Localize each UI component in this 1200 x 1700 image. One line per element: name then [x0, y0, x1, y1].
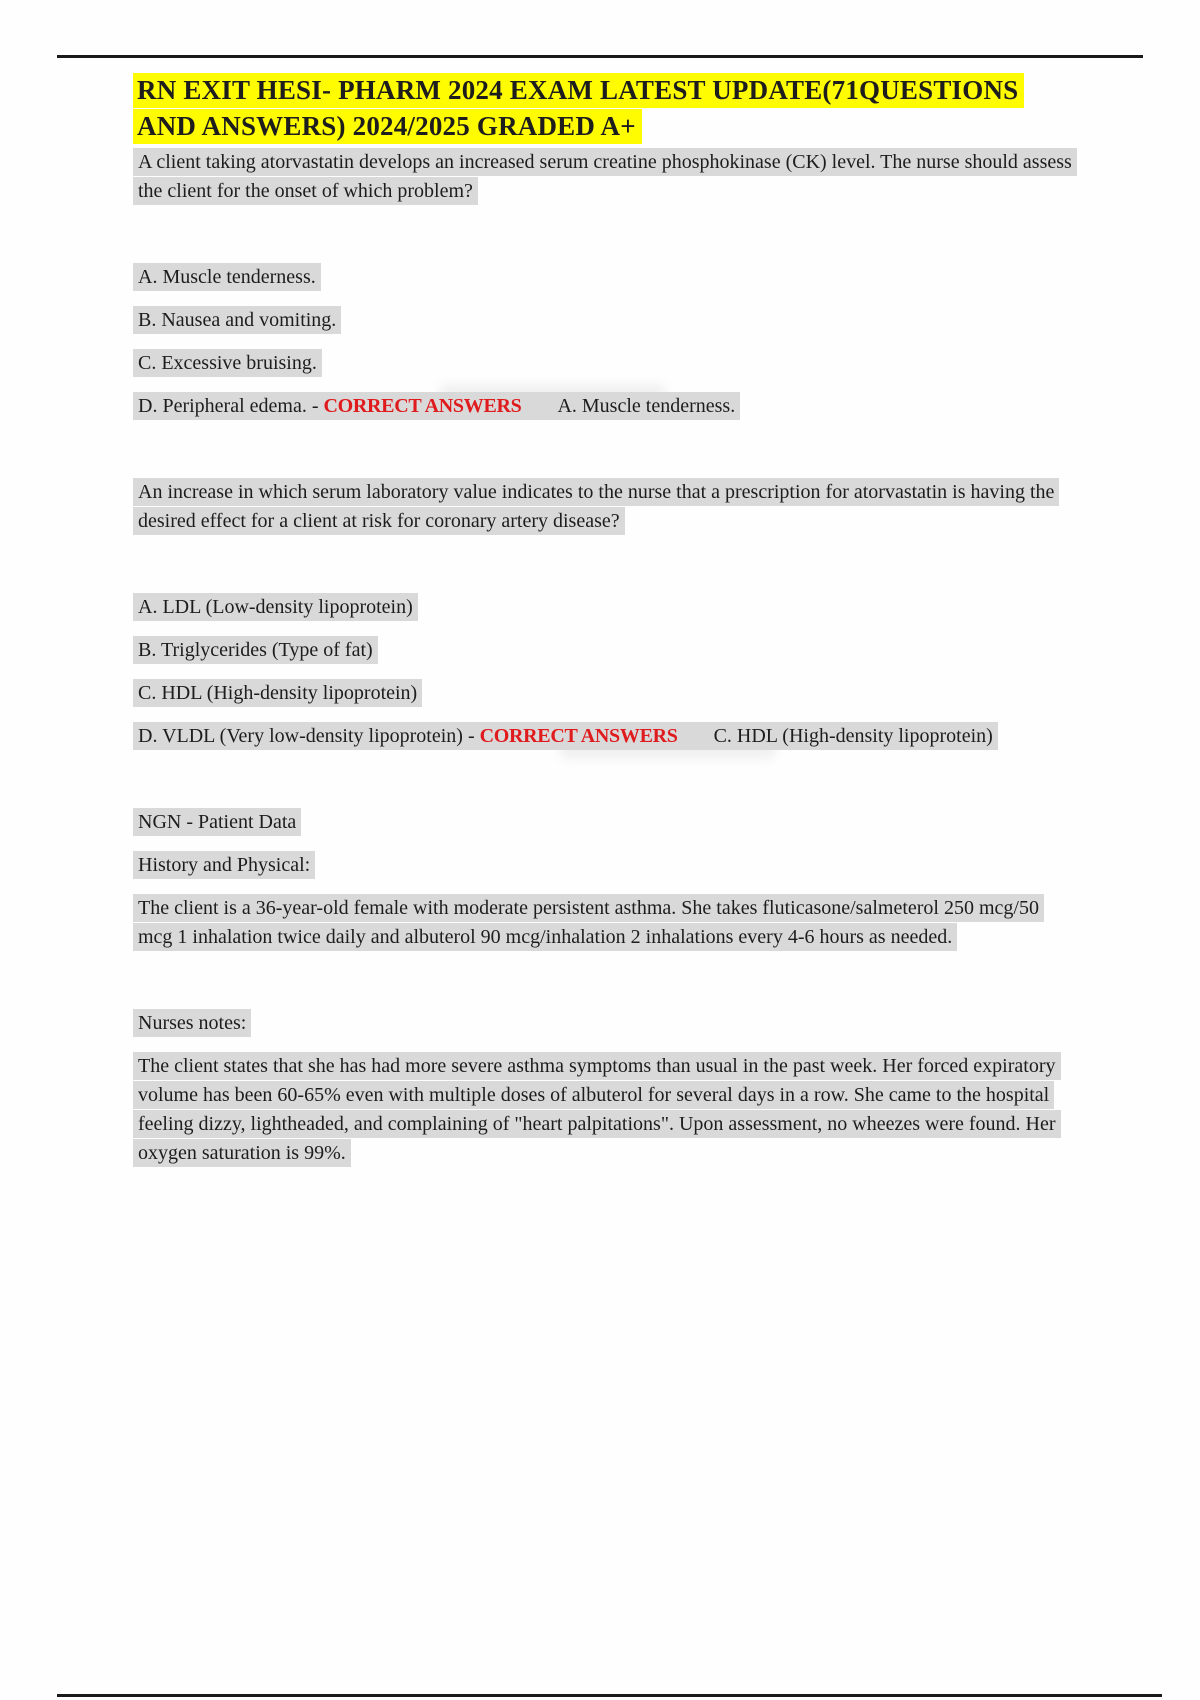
nurses-notes-label: [133, 1009, 1075, 1038]
ngn-heading: [133, 808, 1075, 837]
tab-space: [521, 411, 557, 412]
question-2-option-c: [133, 679, 1075, 708]
history-and-physical-text: [133, 894, 1075, 952]
paragraph-highlight: The client states that she has had more severe asthma symptoms than usual in the past week. Her forced expiratory volume has been 60-65% even with multiple doses of albuterol for several days in a row. She came to the hospital feeling dizzy, lightheaded, and complaining of "heart palpitations". Upon assessment, no wheezes were found. Her oxygen saturation is 99%.: [133, 1052, 1061, 1167]
question-2-answer-line: [133, 722, 1075, 751]
answer-line-highlight: [133, 392, 740, 420]
question-1-option-b: [133, 306, 1075, 335]
heading-highlight: History and Physical:: [133, 851, 315, 879]
title-highlight: RN EXIT HESI- PHARM 2024 EXAM LATEST UPDATE(71QUESTIONS: [133, 73, 1024, 108]
document-content: [0, 72, 1200, 1182]
heading-highlight: NGN - Patient Data: [133, 808, 301, 836]
correct-answers-label: CORRECT ANSWERS: [323, 395, 522, 417]
correct-answers-label: CORRECT ANSWERS: [479, 725, 678, 747]
top-horizontal-rule: [57, 55, 1143, 58]
question-2-correct-answer: C. HDL (High-density lipoprotein): [713, 725, 993, 747]
option-highlight: B. Triglycerides (Type of fat): [133, 636, 378, 664]
document-title-line-1: [133, 72, 1075, 108]
blank-line: [133, 220, 1075, 249]
option-highlight: C. Excessive bruising.: [133, 349, 322, 377]
question-1-correct-answer: A. Muscle tenderness.: [557, 395, 736, 417]
history-and-physical-label: [133, 851, 1075, 880]
document-title: [133, 72, 1075, 144]
blank-line: [133, 765, 1075, 794]
blank-line: [133, 550, 1075, 579]
question-1-text-highlight: A client taking atorvastatin develops an increased serum creatine phosphokinase (CK) level. The nurse should assess the client for the onset of which problem?: [133, 148, 1077, 205]
question-1-text: [133, 148, 1075, 206]
question-2-text-highlight: An increase in which serum laboratory value indicates to the nurse that a prescription for atorvastatin is having the desired effect for a client at risk for coronary artery disease?: [133, 478, 1059, 535]
question-1-option-d: D. Peripheral edema. -: [138, 395, 319, 417]
blank-line: [133, 966, 1075, 995]
question-2-text: [133, 478, 1075, 536]
paragraph-highlight: The client is a 36-year-old female with moderate persistent asthma. She takes fluticasone/salmeterol 250 mcg/50 mcg 1 inhalation twice daily and albuterol 90 mcg/inhalation 2 inhalations every 4-6 hours as needed.: [133, 894, 1044, 951]
question-1-answer-line: [133, 392, 1075, 421]
heading-highlight: Nurses notes:: [133, 1009, 251, 1037]
option-highlight: A. LDL (Low-density lipoprotein): [133, 593, 418, 621]
tab-space: [678, 741, 714, 742]
option-highlight: A. Muscle tenderness.: [133, 263, 321, 291]
question-1-option-a: [133, 263, 1075, 292]
document-title-line-2: [133, 108, 1075, 144]
answer-line-highlight: [133, 722, 998, 750]
option-highlight: C. HDL (High-density lipoprotein): [133, 679, 422, 707]
option-highlight: B. Nausea and vomiting.: [133, 306, 341, 334]
blank-line: [133, 435, 1075, 464]
nurses-notes-text: [133, 1052, 1075, 1168]
question-2-option-d: D. VLDL (Very low-density lipoprotein) -: [138, 725, 475, 747]
question-1-option-c: [133, 349, 1075, 378]
question-2-option-a: [133, 593, 1075, 622]
title-highlight: AND ANSWERS) 2024/2025 GRADED A+: [133, 109, 642, 144]
question-2-option-b: [133, 636, 1075, 665]
bottom-horizontal-rule: [57, 1694, 1162, 1697]
